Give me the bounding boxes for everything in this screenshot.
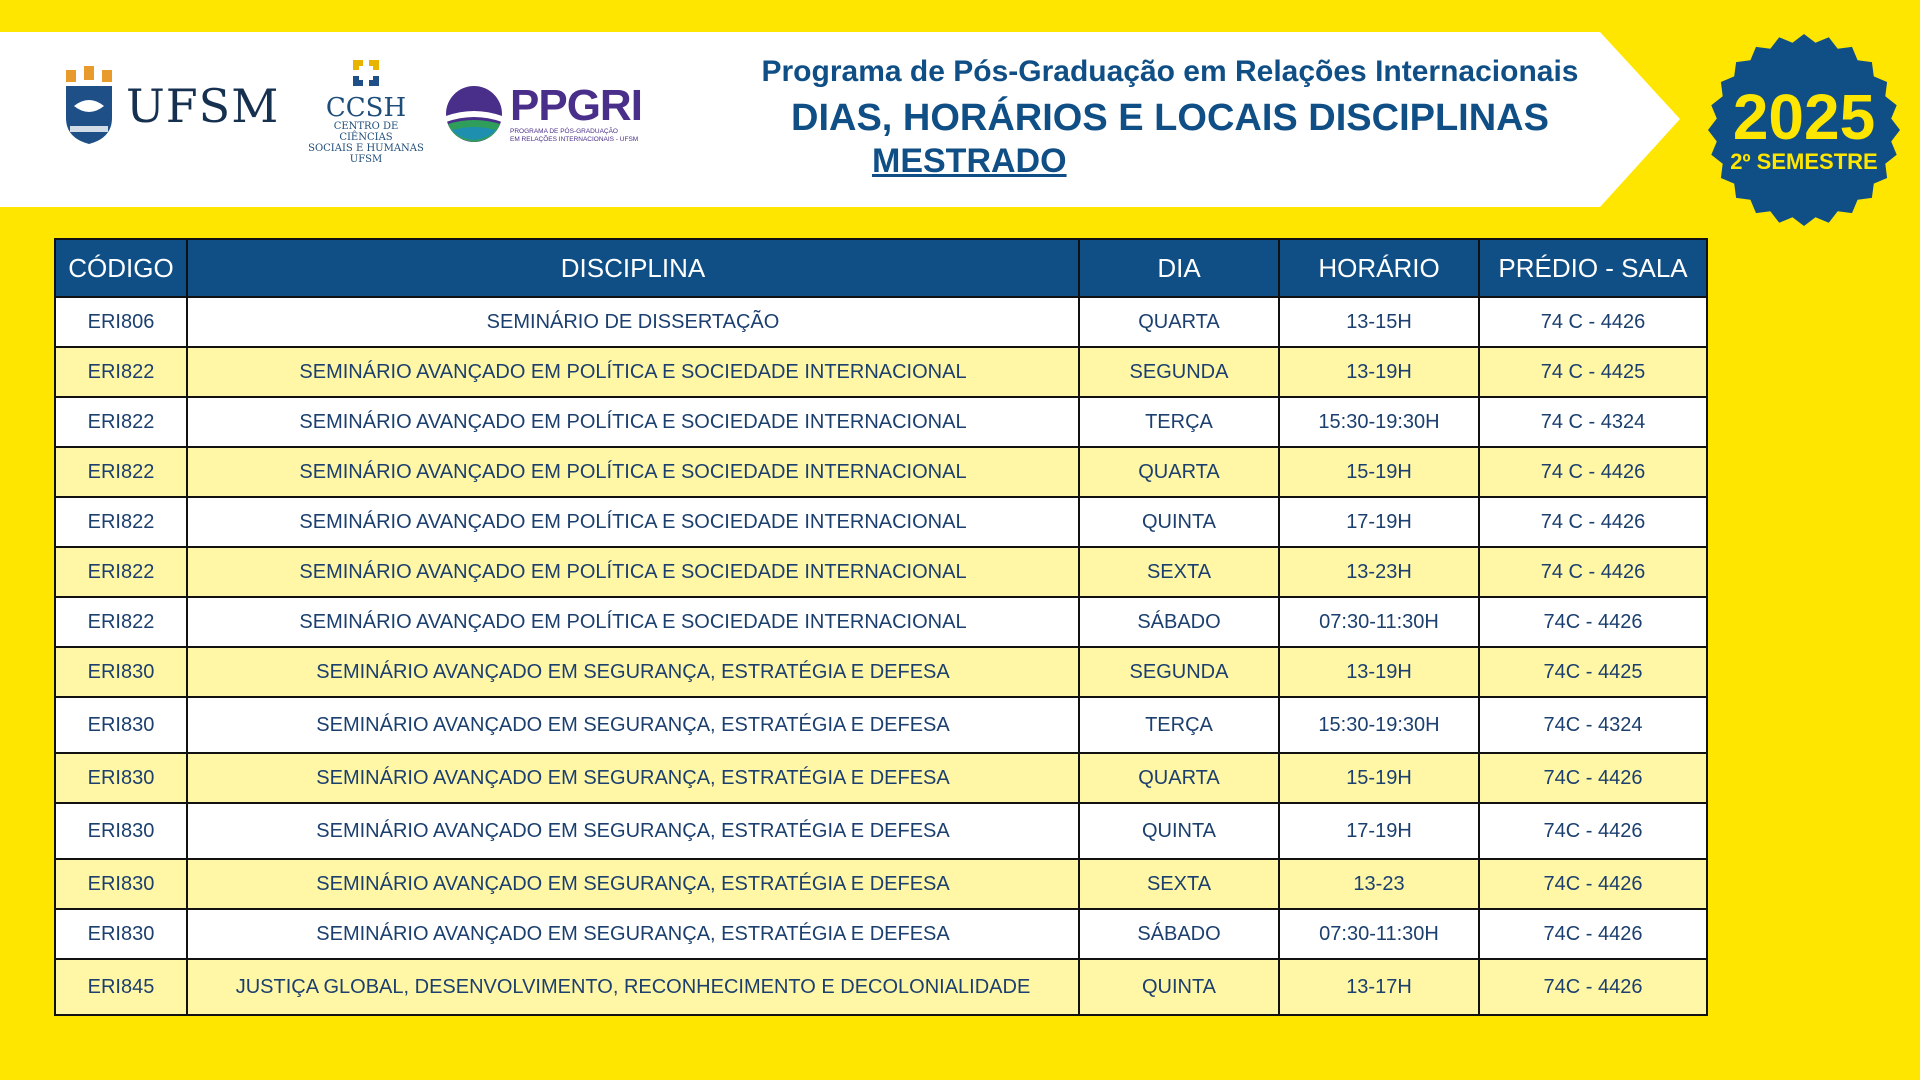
cell-dia: TERÇA: [1079, 397, 1279, 447]
cell-horario: 13-17H: [1279, 959, 1479, 1015]
ufsm-logo: [62, 66, 279, 146]
badge-semester: 2º SEMESTRE: [1730, 149, 1878, 174]
cell-disciplina: SEMINÁRIO AVANÇADO EM SEGURANÇA, ESTRATÉGIA E DEFESA: [187, 859, 1079, 909]
cell-horario: 13-23H: [1279, 547, 1479, 597]
cell-codigo: ERI830: [55, 803, 187, 859]
ppgri-globe-icon: [444, 84, 504, 144]
cell-horario: 15:30-19:30H: [1279, 697, 1479, 753]
cell-predio-sala: 74C - 4425: [1479, 647, 1707, 697]
cell-disciplina: SEMINÁRIO AVANÇADO EM POLÍTICA E SOCIEDADE INTERNACIONAL: [187, 397, 1079, 447]
cell-predio-sala: 74C - 4426: [1479, 959, 1707, 1015]
cell-codigo: ERI830: [55, 859, 187, 909]
cell-horario: 17-19H: [1279, 803, 1479, 859]
cell-codigo: ERI845: [55, 959, 187, 1015]
header-titles: [640, 50, 1700, 142]
cell-dia: SEXTA: [1079, 547, 1279, 597]
cell-disciplina: SEMINÁRIO AVANÇADO EM SEGURANÇA, ESTRATÉGIA E DEFESA: [187, 753, 1079, 803]
cell-dia: SÁBADO: [1079, 597, 1279, 647]
cell-codigo: ERI830: [55, 647, 187, 697]
cell-horario: 15-19H: [1279, 447, 1479, 497]
cell-disciplina: SEMINÁRIO AVANÇADO EM POLÍTICA E SOCIEDADE INTERNACIONAL: [187, 597, 1079, 647]
cell-disciplina: SEMINÁRIO AVANÇADO EM SEGURANÇA, ESTRATÉGIA E DEFESA: [187, 647, 1079, 697]
cell-disciplina: SEMINÁRIO AVANÇADO EM POLÍTICA E SOCIEDADE INTERNACIONAL: [187, 497, 1079, 547]
cell-dia: SÁBADO: [1079, 909, 1279, 959]
cell-codigo: ERI822: [55, 397, 187, 447]
cell-horario: 15:30-19:30H: [1279, 397, 1479, 447]
table-row: [55, 397, 1707, 447]
cell-predio-sala: 74 C - 4324: [1479, 397, 1707, 447]
cell-disciplina: SEMINÁRIO AVANÇADO EM POLÍTICA E SOCIEDADE INTERNACIONAL: [187, 547, 1079, 597]
cell-predio-sala: 74 C - 4426: [1479, 497, 1707, 547]
cell-codigo: ERI806: [55, 297, 187, 347]
table-row: [55, 859, 1707, 909]
cell-disciplina: JUSTIÇA GLOBAL, DESENVOLVIMENTO, RECONHECIMENTO E DECOLONIALIDADE: [187, 959, 1079, 1015]
table-row: [55, 597, 1707, 647]
cell-horario: 13-15H: [1279, 297, 1479, 347]
cell-dia: SEGUNDA: [1079, 347, 1279, 397]
level-title: MESTRADO: [872, 142, 1067, 180]
badge-year: 2025: [1732, 81, 1876, 153]
cell-dia: QUARTA: [1079, 447, 1279, 497]
table-row: [55, 347, 1707, 397]
ppgri-logo: [444, 81, 642, 144]
cell-dia: TERÇA: [1079, 697, 1279, 753]
ppgri-logo-line1: PROGRAMA DE PÓS-GRADUAÇÃO: [510, 128, 618, 135]
table-row: [55, 547, 1707, 597]
table-row: [55, 647, 1707, 697]
ufsm-crest-icon: [62, 66, 116, 146]
table-row: [55, 803, 1707, 859]
semester-badge: [1706, 32, 1902, 228]
cell-dia: QUINTA: [1079, 497, 1279, 547]
ccsh-logo-line1: CENTRO DE CIÊNCIAS: [333, 121, 399, 143]
ufsm-logo-text: UFSM: [126, 79, 280, 133]
cell-predio-sala: 74C - 4426: [1479, 803, 1707, 859]
cell-dia: QUARTA: [1079, 753, 1279, 803]
ccsh-logo-line3: UFSM: [349, 154, 383, 165]
ccsh-logo-title: CCSH: [325, 93, 407, 123]
cell-codigo: ERI830: [55, 753, 187, 803]
cell-codigo: ERI822: [55, 547, 187, 597]
cell-horario: 15-19H: [1279, 753, 1479, 803]
cell-disciplina: SEMINÁRIO AVANÇADO EM SEGURANÇA, ESTRATÉGIA E DEFESA: [187, 909, 1079, 959]
cell-horario: 13-19H: [1279, 347, 1479, 397]
table-row: [55, 909, 1707, 959]
cell-codigo: ERI822: [55, 447, 187, 497]
program-title: Programa de Pós-Graduação em Relações Internacionais: [761, 55, 1579, 88]
cell-predio-sala: 74 C - 4426: [1479, 447, 1707, 497]
cell-disciplina: SEMINÁRIO DE DISSERTAÇÃO: [187, 297, 1079, 347]
header-predio-sala: PRÉDIO - SALA: [1479, 239, 1707, 297]
cell-codigo: ERI822: [55, 497, 187, 547]
table-row: [55, 497, 1707, 547]
cell-codigo: ERI830: [55, 697, 187, 753]
table-row: [55, 297, 1707, 347]
cell-horario: 07:30-11:30H: [1279, 909, 1479, 959]
ccsh-logo: [306, 56, 426, 165]
ppgri-logo-title: PPGRI: [510, 81, 642, 130]
cell-horario: 13-19H: [1279, 647, 1479, 697]
cell-codigo: ERI822: [55, 347, 187, 397]
cell-codigo: ERI822: [55, 597, 187, 647]
cell-horario: 17-19H: [1279, 497, 1479, 547]
cell-predio-sala: 74C - 4426: [1479, 859, 1707, 909]
schedule-table: [54, 238, 1708, 1016]
cell-horario: 13-23: [1279, 859, 1479, 909]
cell-dia: SEXTA: [1079, 859, 1279, 909]
header-codigo: CÓDIGO: [55, 239, 187, 297]
cell-horario: 07:30-11:30H: [1279, 597, 1479, 647]
cell-predio-sala: 74C - 4426: [1479, 753, 1707, 803]
page-title: DIAS, HORÁRIOS E LOCAIS DISCIPLINAS: [791, 97, 1549, 139]
cell-predio-sala: 74C - 4324: [1479, 697, 1707, 753]
cell-dia: QUINTA: [1079, 959, 1279, 1015]
cell-dia: QUINTA: [1079, 803, 1279, 859]
table-row: [55, 959, 1707, 1015]
cell-dia: QUARTA: [1079, 297, 1279, 347]
header-disciplina: DISCIPLINA: [187, 239, 1079, 297]
ppgri-logo-line2: EM RELAÇÕES INTERNACIONAIS - UFSM: [510, 136, 639, 143]
table-row: [55, 447, 1707, 497]
cell-disciplina: SEMINÁRIO AVANÇADO EM POLÍTICA E SOCIEDADE INTERNACIONAL: [187, 447, 1079, 497]
cell-disciplina: SEMINÁRIO AVANÇADO EM SEGURANÇA, ESTRATÉGIA E DEFESA: [187, 803, 1079, 859]
cell-predio-sala: 74 C - 4426: [1479, 547, 1707, 597]
cell-disciplina: SEMINÁRIO AVANÇADO EM SEGURANÇA, ESTRATÉGIA E DEFESA: [187, 697, 1079, 753]
cell-codigo: ERI830: [55, 909, 187, 959]
table-row: [55, 697, 1707, 753]
table-header-row: [55, 239, 1707, 297]
header-horario: HORÁRIO: [1279, 239, 1479, 297]
cell-predio-sala: 74 C - 4426: [1479, 297, 1707, 347]
table-row: [55, 753, 1707, 803]
cell-predio-sala: 74C - 4426: [1479, 909, 1707, 959]
cell-predio-sala: 74 C - 4425: [1479, 347, 1707, 397]
cell-dia: SEGUNDA: [1079, 647, 1279, 697]
cell-predio-sala: 74C - 4426: [1479, 597, 1707, 647]
cell-disciplina: SEMINÁRIO AVANÇADO EM POLÍTICA E SOCIEDADE INTERNACIONAL: [187, 347, 1079, 397]
ccsh-mark-icon: [349, 56, 383, 90]
header-dia: DIA: [1079, 239, 1279, 297]
ccsh-logo-line2: SOCIAIS E HUMANAS: [308, 143, 424, 154]
